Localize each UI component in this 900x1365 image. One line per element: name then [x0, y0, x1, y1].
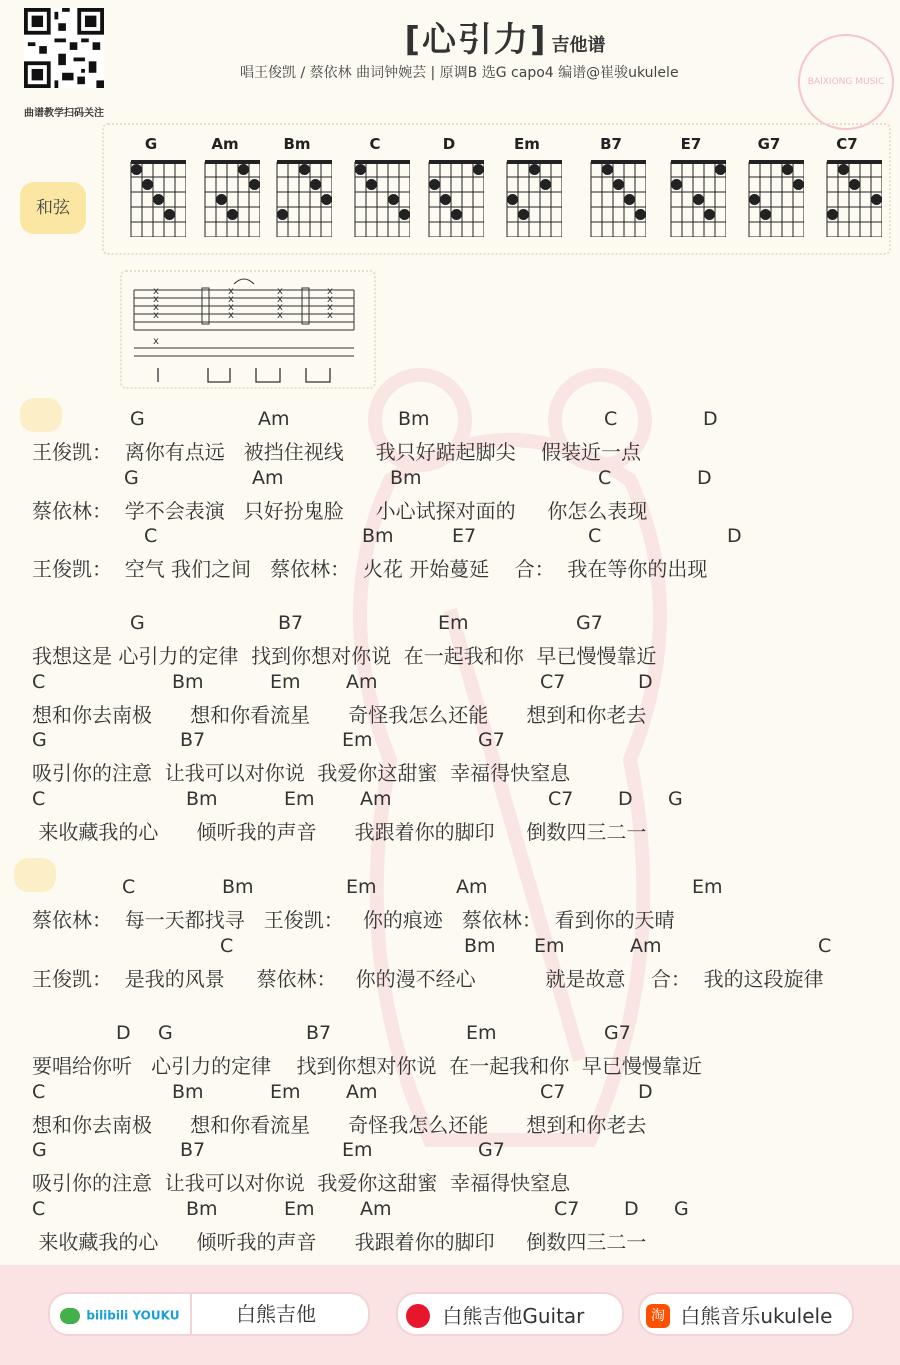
- chord-name: B7: [600, 135, 622, 153]
- chord-diagram-b7: [576, 133, 646, 253]
- brand-logo: [798, 34, 894, 130]
- lyric-line: 吸引你的注意 让我可以对你说 我爱你这甜蜜 幸福得快窒息: [32, 1171, 571, 1195]
- chord-symbol: G: [674, 1197, 689, 1220]
- finger-dot: [635, 209, 646, 220]
- chord-symbol: Em: [466, 1022, 497, 1044]
- chord-symbol: Am: [258, 408, 290, 430]
- finger-dot: [310, 179, 321, 190]
- svg-text:x: x: [277, 294, 283, 305]
- finger-dot: [704, 209, 715, 220]
- chord-symbol: Am: [456, 876, 488, 898]
- chord-diagram-g7: [734, 133, 804, 253]
- finger-dot: [216, 194, 227, 205]
- lyric-line: 蔡依林： 每一天都找寻 王俊凯： 你的痕迹 蔡依林： 看到你的天晴: [32, 908, 675, 932]
- chord-symbol: D: [703, 408, 718, 430]
- finger-dot: [760, 209, 771, 220]
- svg-text:x: x: [327, 310, 333, 321]
- chord-symbol: G: [32, 729, 47, 751]
- chord-symbol: Bm: [186, 1197, 218, 1220]
- chord-diagram-bm: [262, 133, 332, 253]
- chord-symbol: D: [638, 670, 653, 693]
- finger-dot: [355, 164, 366, 175]
- chord-symbol: C7: [548, 787, 574, 810]
- finger-dot: [715, 164, 726, 175]
- finger-dot: [299, 164, 310, 175]
- chord-symbol: Bm: [186, 787, 218, 810]
- chord-symbol: D: [638, 1080, 653, 1103]
- finger-dot: [838, 164, 849, 175]
- finger-dot: [277, 209, 288, 220]
- chord-symbol: C7: [540, 670, 566, 693]
- finger-dot: [613, 179, 624, 190]
- chord-symbol: G7: [478, 729, 505, 751]
- qr-caption: 曲谱教学扫码关注: [24, 108, 104, 119]
- chord-symbol: B7: [180, 1139, 206, 1161]
- chord-name: G: [144, 135, 158, 153]
- chord-symbol: D: [727, 525, 742, 547]
- finger-dot: [793, 179, 804, 190]
- finger-dot: [440, 194, 451, 205]
- chord-symbol: C: [32, 1197, 46, 1220]
- chord-symbol: Bm: [172, 1080, 204, 1103]
- svg-text:x: x: [228, 294, 234, 305]
- svg-text:x: x: [153, 294, 159, 305]
- chord-symbol: C: [818, 934, 832, 957]
- section-marker-icon: [20, 398, 62, 432]
- finger-dot: [142, 179, 153, 190]
- finger-dot: [529, 164, 540, 175]
- chord-symbol: G: [158, 1022, 173, 1044]
- section-marker-icon: [14, 858, 56, 892]
- chord-symbol: Bm: [172, 670, 204, 693]
- chord-symbol: Em: [342, 729, 373, 751]
- chord-diagram-g: [116, 133, 186, 253]
- footer-taobao[interactable]: [638, 1292, 854, 1336]
- svg-text:x: x: [228, 302, 234, 313]
- channel-name-3: 白熊音乐ukulele: [680, 1303, 833, 1328]
- chord-symbol: G7: [478, 1139, 505, 1161]
- chord-symbol: D: [624, 1197, 639, 1220]
- lyric-line: 王俊凯： 是我的风景 蔡依林： 你的漫不经心 就是故意 合： 我的这段旋律: [32, 966, 824, 991]
- chord-diagram-e7: [656, 133, 726, 253]
- finger-dot: [388, 194, 399, 205]
- finger-dot: [451, 209, 462, 220]
- chord-name: G7: [757, 135, 781, 153]
- finger-dot: [749, 194, 760, 205]
- finger-dot: [871, 194, 882, 205]
- chord-symbol: C7: [540, 1080, 566, 1103]
- chord-symbol: B7: [180, 729, 206, 751]
- lyric-line: 我想这是 心引力的定律 找到你想对你说 在一起我和你 早已慢慢靠近: [32, 644, 657, 668]
- chord-diagram-em: [492, 133, 562, 253]
- lyric-line: 吸引你的注意 让我可以对你说 我爱你这甜蜜 幸福得快窒息: [32, 761, 571, 785]
- svg-text:x: x: [153, 336, 159, 347]
- svg-text:x: x: [327, 302, 333, 313]
- chord-symbol: C: [144, 525, 158, 547]
- chord-symbol: G: [130, 408, 145, 430]
- title-suffix: 吉他谱: [551, 35, 606, 56]
- chord-symbol: G: [32, 1139, 47, 1161]
- finger-dot: [227, 209, 238, 220]
- song-title: [心引力]: [404, 20, 548, 60]
- chord-symbol: Am: [346, 1080, 378, 1103]
- finger-dot: [238, 164, 249, 175]
- chord-symbol: Bm: [390, 466, 422, 489]
- chord-symbol: Am: [360, 1197, 392, 1220]
- chord-symbol: Bm: [222, 876, 254, 898]
- chord-symbol: Am: [630, 934, 662, 957]
- chord-symbol: D: [116, 1022, 131, 1044]
- chord-symbol: Bm: [398, 408, 430, 430]
- finger-dot: [507, 194, 518, 205]
- svg-text:x: x: [327, 286, 333, 297]
- chord-symbol: Em: [342, 1139, 373, 1161]
- lyric-line: 想和你去南极 想和你看流星 奇怪我怎么还能 想到和你老去: [32, 1112, 647, 1137]
- chord-name: Em: [514, 135, 540, 153]
- finger-dot: [624, 194, 635, 205]
- chord-symbol: B7: [278, 612, 304, 634]
- channel-name-2: 白熊吉他Guitar: [442, 1303, 585, 1328]
- chord-symbol: G: [124, 466, 139, 489]
- chord-symbol: E7: [452, 525, 477, 547]
- svg-text:x: x: [277, 302, 283, 313]
- chord-symbol: Bm: [464, 934, 496, 957]
- chord-symbol: G7: [576, 612, 603, 634]
- chord-symbol: Em: [270, 1080, 301, 1103]
- chord-symbol: Bm: [362, 525, 394, 547]
- chord-symbol: Em: [438, 612, 469, 634]
- chord-symbol: D: [618, 787, 633, 810]
- svg-text:x: x: [153, 286, 159, 297]
- finger-dot: [473, 164, 484, 175]
- title-block: [0, 12, 900, 61]
- chord-name: C7: [836, 135, 858, 153]
- chord-symbol: C: [32, 670, 46, 693]
- chord-symbol: C: [32, 1080, 46, 1103]
- lyric-line: 要唱给你听 心引力的定律 找到你想对你说 在一起我和你 早已慢慢靠近: [32, 1054, 702, 1078]
- chord-symbol: Am: [252, 466, 284, 489]
- svg-text:x: x: [277, 286, 283, 297]
- chord-symbol: C: [588, 525, 602, 547]
- chord-symbol: Em: [270, 670, 301, 693]
- finger-dot: [429, 179, 440, 190]
- chord-symbol: Em: [284, 787, 315, 810]
- finger-dot: [671, 179, 682, 190]
- credits: 唱王俊凯 / 蔡依林 曲词钟婉芸 | 原调B 选G capo4 编谱@崔骏ukulele: [240, 65, 679, 81]
- chord-diagram-am: [190, 133, 260, 253]
- finger-dot: [131, 164, 142, 175]
- footer-weibo[interactable]: [396, 1292, 624, 1336]
- chord-symbol: B7: [306, 1022, 332, 1044]
- svg-text:x: x: [327, 294, 333, 305]
- channel-name-1: 白熊吉他: [236, 1302, 316, 1326]
- chord-symbol: C: [598, 466, 612, 489]
- finger-dot: [693, 194, 704, 205]
- chord-symbol: Em: [534, 934, 565, 957]
- finger-dot: [849, 179, 860, 190]
- chord-symbol: C: [32, 787, 46, 810]
- chord-symbol: C: [122, 876, 136, 898]
- finger-dot: [249, 179, 260, 190]
- chord-symbol: D: [697, 466, 712, 489]
- svg-text:x: x: [153, 310, 159, 321]
- svg-text:x: x: [277, 310, 283, 321]
- finger-dot: [518, 209, 529, 220]
- lyric-line: 来收藏我的心 倾听我的声音 我跟着你的脚印 倒数四三二一: [32, 819, 647, 844]
- finger-dot: [827, 209, 838, 220]
- chord-name: C: [369, 135, 381, 153]
- finger-dot: [164, 209, 175, 220]
- chord-name: E7: [680, 135, 702, 153]
- chord-symbol: Em: [284, 1197, 315, 1220]
- logo-text: BAIXIONG MUSIC: [807, 77, 885, 87]
- chord-symbol: Am: [346, 670, 378, 693]
- chord-symbol: C: [604, 408, 618, 430]
- chords-label: 和弦: [20, 182, 86, 234]
- svg-text:x: x: [228, 286, 234, 297]
- chord-symbol: Em: [692, 876, 723, 898]
- finger-dot: [602, 164, 613, 175]
- fretboard-grid: [204, 159, 260, 237]
- fretboard-grid: [590, 159, 646, 237]
- chord-symbol: C: [220, 934, 234, 957]
- lyric-line: 来收藏我的心 倾听我的声音 我跟着你的脚印 倒数四三二一: [32, 1229, 647, 1254]
- chord-diagram-c7: [812, 133, 882, 253]
- finger-dot: [399, 209, 410, 220]
- finger-dot: [540, 179, 551, 190]
- finger-dot: [366, 179, 377, 190]
- chord-symbol: Am: [360, 787, 392, 810]
- finger-dot: [321, 194, 332, 205]
- chord-symbol: G: [668, 787, 683, 810]
- chord-name: Am: [211, 135, 239, 153]
- svg-text:x: x: [228, 310, 234, 321]
- wechat-icon: [60, 1308, 80, 1324]
- svg-text:x: x: [153, 302, 159, 313]
- finger-dot: [153, 194, 164, 205]
- footer-video-channel[interactable]: [48, 1292, 370, 1336]
- lyric-line: 王俊凯： 空气 我们之间 蔡依林： 火花 开始蔓延 合： 我在等你的出现: [32, 557, 708, 581]
- lyric-line: 王俊凯： 离你有点远 被挡住视线 我只好踮起脚尖 假装近一点: [32, 440, 642, 464]
- chord-diagram-d: [414, 133, 484, 253]
- platform-names: bilibili YOUKU: [86, 1308, 180, 1323]
- chord-symbol: C7: [554, 1197, 580, 1220]
- chord-name: Bm: [283, 135, 311, 153]
- chord-symbol: G7: [604, 1022, 631, 1044]
- chord-diagram-c: [340, 133, 410, 253]
- weibo-icon: [406, 1304, 430, 1328]
- taobao-icon: 淘: [646, 1304, 670, 1328]
- chord-symbol: G: [130, 612, 145, 634]
- finger-dot: [782, 164, 793, 175]
- chord-name: D: [442, 135, 456, 153]
- chord-symbol: Em: [346, 876, 377, 898]
- lyric-line: 想和你去南极 想和你看流星 奇怪我怎么还能 想到和你老去: [32, 702, 647, 727]
- lyric-line: 蔡依林： 学不会表演 只好扮鬼脸 小心试探对面的 你怎么表现: [32, 498, 648, 523]
